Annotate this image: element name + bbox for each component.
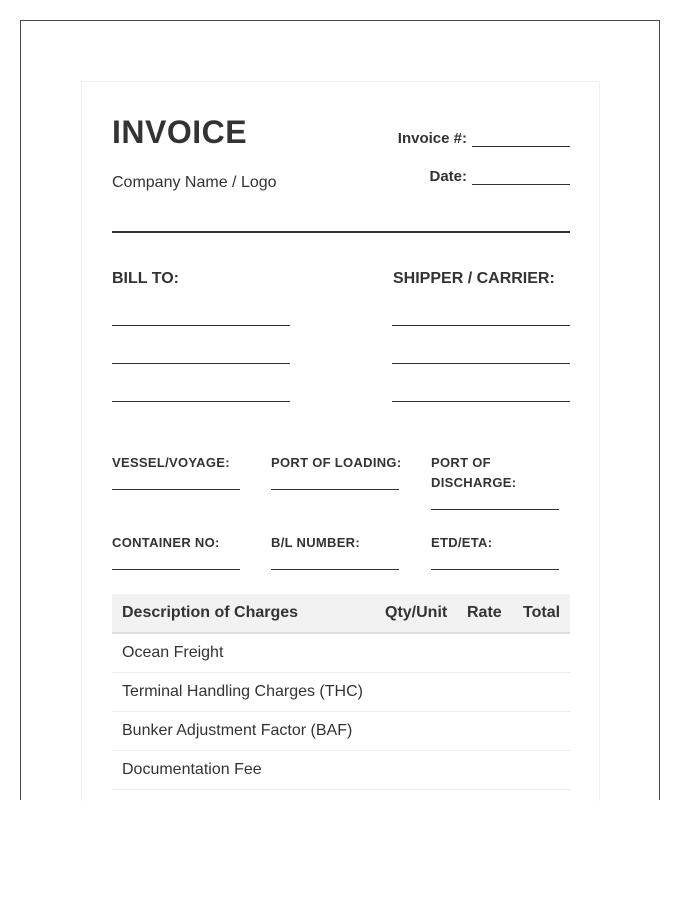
invoice-date-label: Date: (429, 168, 467, 185)
container-no-label: CONTAINER NO: (112, 535, 220, 550)
table-row (112, 712, 570, 751)
port-of-loading-label: PORT OF LOADING: (271, 455, 402, 470)
table-row (112, 751, 570, 790)
invoice-number-field (398, 130, 570, 147)
etd-eta-label: ETD/ETA: (431, 535, 493, 550)
bl-number-line[interactable] (271, 569, 399, 570)
charge-rate-cell[interactable] (467, 673, 523, 712)
column-header-description: Description of Charges (112, 594, 385, 633)
port-of-discharge-label: PORT OF DISCHARGE: (431, 455, 517, 490)
charge-total-cell[interactable] (523, 751, 570, 790)
shipper-line-3[interactable] (392, 401, 570, 402)
header-divider (112, 231, 570, 233)
invoice-number-label: Invoice #: (397, 130, 467, 147)
bill-to-line-2[interactable] (112, 363, 290, 364)
shipper-line-2[interactable] (392, 363, 570, 364)
charge-description: Documentation Fee (112, 751, 385, 790)
invoice-date-field (429, 168, 570, 185)
page-bottom-blank (0, 801, 700, 900)
container-no-line[interactable] (112, 569, 240, 570)
column-header-total: Total (523, 594, 570, 633)
etd-eta-line[interactable] (431, 569, 559, 570)
charge-total-cell[interactable] (523, 712, 570, 751)
vessel-voyage-line[interactable] (112, 489, 240, 490)
invoice-date-blank[interactable] (472, 170, 570, 185)
charges-table-header (112, 594, 570, 633)
vessel-voyage-label: VESSEL/VOYAGE: (112, 455, 230, 470)
invoice-title: INVOICE (112, 114, 248, 150)
bill-to-label: BILL TO: (112, 270, 179, 287)
column-header-rate: Rate (467, 594, 523, 633)
charges-table (112, 594, 570, 790)
charge-total-cell[interactable] (523, 633, 570, 673)
table-row (112, 673, 570, 712)
charge-total-cell[interactable] (523, 673, 570, 712)
invoice-number-blank[interactable] (472, 132, 570, 147)
charge-description: Ocean Freight (112, 633, 385, 673)
shipper-line-1[interactable] (392, 325, 570, 326)
charge-qty-cell[interactable] (385, 673, 467, 712)
bill-to-line-1[interactable] (112, 325, 290, 326)
port-of-discharge-line[interactable] (431, 509, 559, 510)
charge-qty-cell[interactable] (385, 751, 467, 790)
table-row (112, 633, 570, 673)
charge-description: Bunker Adjustment Factor (BAF) (112, 712, 385, 751)
shipper-carrier-label: SHIPPER / CARRIER: (393, 270, 555, 287)
charge-rate-cell[interactable] (467, 712, 523, 751)
charge-qty-cell[interactable] (385, 633, 467, 673)
bill-to-line-3[interactable] (112, 401, 290, 402)
port-of-loading-line[interactable] (271, 489, 399, 490)
company-name-placeholder: Company Name / Logo (112, 174, 277, 191)
charge-rate-cell[interactable] (467, 751, 523, 790)
bl-number-label: B/L NUMBER: (271, 535, 360, 550)
charge-rate-cell[interactable] (467, 633, 523, 673)
charge-description: Terminal Handling Charges (THC) (112, 673, 385, 712)
charge-qty-cell[interactable] (385, 712, 467, 751)
column-header-qty-unit: Qty/Unit (385, 594, 467, 633)
